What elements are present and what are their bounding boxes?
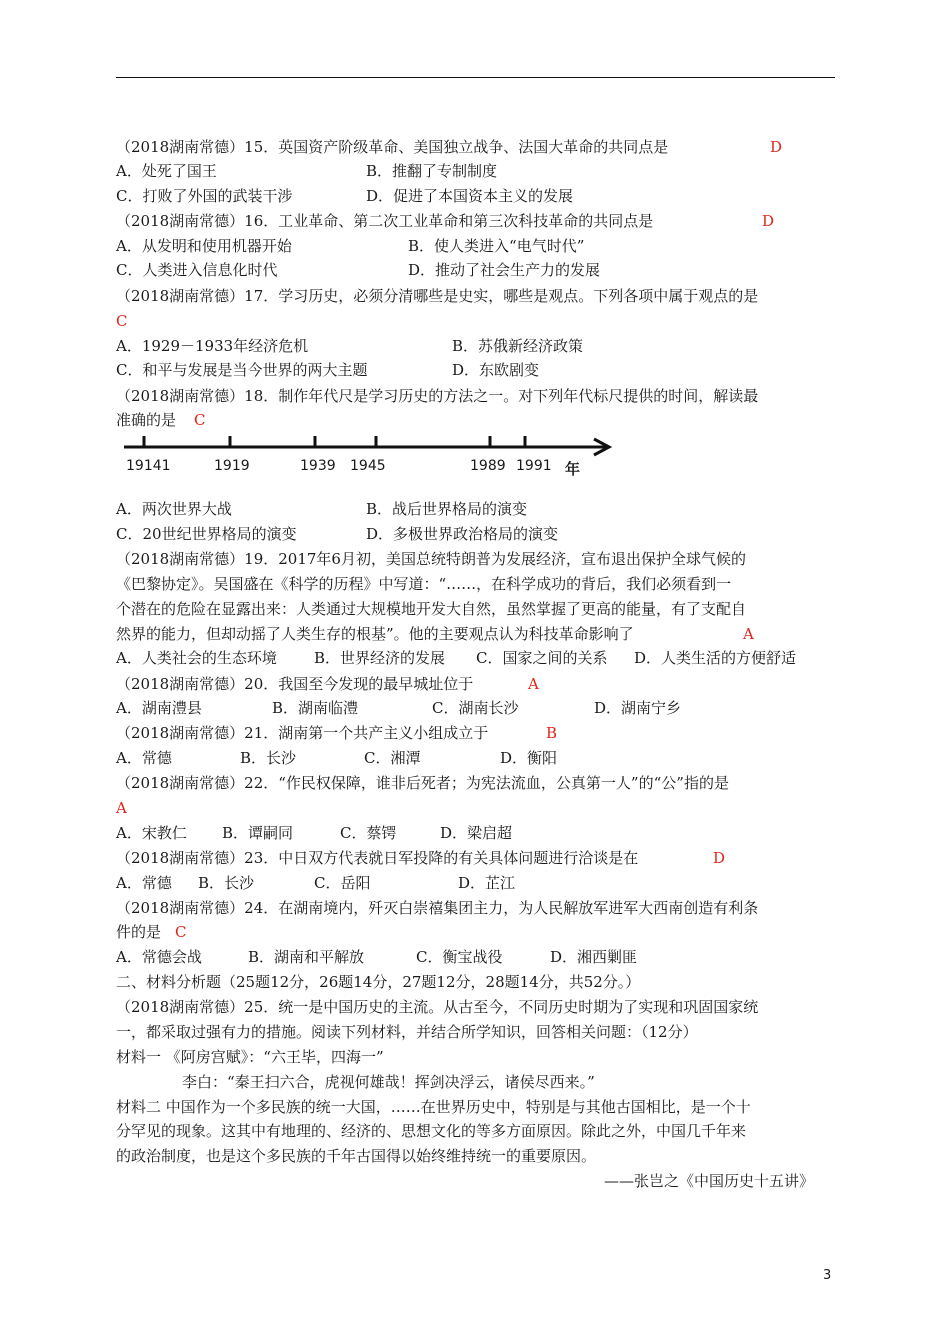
q23-option-b: B．长沙 xyxy=(198,874,255,892)
q22-option-d: D．梁启超 xyxy=(440,824,513,842)
timeline-label: 1939 xyxy=(300,458,336,474)
q20-option-c: C．湖南长沙 xyxy=(432,699,519,717)
q18-option-b: B．战后世界格局的演变 xyxy=(366,500,528,518)
q19-option-a: A．人类社会的生态环境 xyxy=(116,649,277,667)
q15-answer: D xyxy=(770,138,783,156)
q22-option-b: B．谭嗣同 xyxy=(222,824,294,842)
q21-option-d: D．衡阳 xyxy=(500,749,558,767)
q24-answer: C xyxy=(175,923,187,941)
q18-stem-line1: （2018湖南常德）18．制作年代尺是学习历史的方法之一。对下列年代标尺提供的时间，解读最 xyxy=(116,387,759,405)
q16-answer: D xyxy=(762,212,775,230)
q24-option-c: C．衡宝战役 xyxy=(416,948,503,966)
q20-stem: （2018湖南常德）20．我国至今发现的最早城址位于 xyxy=(116,675,474,693)
q24-option-a: A．常德会战 xyxy=(116,948,202,966)
q15-option-c: C．打败了外国的武装干涉 xyxy=(116,187,293,205)
q21-stem: （2018湖南常德）21．湖南第一个共产主义小组成立于 xyxy=(116,724,489,742)
q21-option-c: C．湘潭 xyxy=(364,749,421,767)
q22-stem: （2018湖南常德）22．“作民权保障，谁非后死者；为宪法流血，公真第一人”的“公”指的是 xyxy=(116,774,729,792)
q18-option-c: C．20世纪世界格局的演变 xyxy=(116,525,297,543)
section-2-heading: 二、材料分析题（25题12分，26题14分，27题12分，28题14分，共52分。） xyxy=(116,973,641,991)
q23-option-a: A．常德 xyxy=(116,874,172,892)
q16-option-a: A．从发明和使用机器开始 xyxy=(116,237,292,255)
q25-stem-line2: 一，都采取过强有力的措施。阅读下列材料，并结合所学知识，回答相关问题：（12分） xyxy=(116,1023,698,1041)
q18-option-d: D．多极世界政治格局的演变 xyxy=(366,525,559,543)
q23-answer: D xyxy=(713,849,726,867)
q22-option-a: A．宋教仁 xyxy=(116,824,187,842)
q17-option-b: B．苏俄新经济政策 xyxy=(452,337,584,355)
timeline-label: 1919 xyxy=(214,458,250,474)
q21-answer: B xyxy=(546,724,558,742)
q20-option-d: D．湖南宁乡 xyxy=(594,699,682,717)
q25-stem-line1: （2018湖南常德）25．统一是中国历史的主流。从古至今，不同历史时期为了实现和巩固国家统 xyxy=(116,998,759,1016)
q17-stem: （2018湖南常德）17．学习历史，必须分清哪些是史实，哪些是观点。下列各项中属于观点的是 xyxy=(116,287,759,305)
q23-option-c: C．岳阳 xyxy=(314,874,371,892)
q15-option-b: B．推翻了专制制度 xyxy=(366,162,498,180)
q17-option-c: C．和平与发展是当今世界的两大主题 xyxy=(116,361,368,379)
header-rule xyxy=(116,77,835,78)
q19-stem-line4: 然界的能力，但却动摇了人类生存的根基”。他的主要观点认为科技革命影响了 xyxy=(116,625,634,643)
q17-option-d: D．东欧剧变 xyxy=(452,361,540,379)
q15-stem: （2018湖南常德）15．英国资产阶级革命、美国独立战争、法国大革命的共同点是 xyxy=(116,138,669,156)
material-1-line2: 李白：“秦王扫六合，虎视何雄哉！挥剑决浮云，诸侯尽西来。” xyxy=(182,1073,595,1091)
q21-option-a: A．常德 xyxy=(116,749,172,767)
q24-option-d: D．湘西剿匪 xyxy=(550,948,638,966)
q20-answer: A xyxy=(528,675,539,693)
q16-option-b: B．使人类进入“电气时代” xyxy=(408,237,585,255)
q21-option-b: B．长沙 xyxy=(240,749,297,767)
material-2-line1: 材料二 中国作为一个多民族的统一大国，……在世界历史中，特别是与其他古国相比，是一个十 xyxy=(116,1098,751,1116)
q24-stem-line2: 件的是 C xyxy=(116,923,187,941)
q23-stem: （2018湖南常德）23．中日双方代表就日军投降的有关具体问题进行洽谈是在 xyxy=(116,849,639,867)
q19-option-b: B．世界经济的发展 xyxy=(314,649,446,667)
q19-option-c: C．国家之间的关系 xyxy=(476,649,608,667)
material-2-line2: 分罕见的现象。这其中有地理的、经济的、思想文化的等多方面原因。除此之外，中国几千年来 xyxy=(116,1122,747,1140)
q18-stem-line2: 准确的是 C xyxy=(116,411,206,429)
q16-stem: （2018湖南常德）16．工业革命、第二次工业革命和第三次科技革命的共同点是 xyxy=(116,212,654,230)
q24-option-b: B．湖南和平解放 xyxy=(248,948,365,966)
q19-option-d: D．人类生活的方便舒适 xyxy=(634,649,797,667)
q19-stem-line1: （2018湖南常德）19．2017年6月初，美国总统特朗普为发展经济，宣布退出保护全球气候的 xyxy=(116,550,746,568)
q19-stem-line3: 个潜在的危险在显露出来：人类通过大规模地开发大自然，虽然掌握了更高的能量，有了支配自 xyxy=(116,600,747,618)
q22-option-c: C．蔡锷 xyxy=(340,824,397,842)
timeline-unit: 年 xyxy=(565,460,581,478)
q19-answer: A xyxy=(743,625,754,643)
q24-stem-line1: （2018湖南常德）24．在湖南境内，歼灭白崇禧集团主力，为人民解放军进军大西南创造有利条 xyxy=(116,899,759,917)
q16-option-d: D．推动了社会生产力的发展 xyxy=(408,261,601,279)
q20-option-b: B．湖南临澧 xyxy=(272,699,359,717)
q23-option-d: D．芷江 xyxy=(458,874,516,892)
timeline-label: 19141 xyxy=(126,458,171,474)
q15-option-a: A．处死了国王 xyxy=(116,162,217,180)
material-2-line3: 的政治制度，也是这个多民族的千年古国得以始终维持统一的重要原因。 xyxy=(116,1147,597,1165)
material-1-line1: 材料一 《阿房宫赋》：“六王毕，四海一” xyxy=(116,1048,384,1066)
q17-option-a: A．1929－1933年经济危机 xyxy=(116,337,309,355)
timeline-axis xyxy=(116,428,636,458)
timeline-label: 1989 xyxy=(470,458,506,474)
q22-answer: A xyxy=(116,799,127,817)
q15-option-d: D．促进了本国资本主义的发展 xyxy=(366,187,574,205)
q18-option-a: A．两次世界大战 xyxy=(116,500,232,518)
material-2-source: ——张岂之《中国历史十五讲》 xyxy=(603,1172,814,1190)
q16-option-c: C．人类进入信息化时代 xyxy=(116,261,278,279)
timeline-ruler xyxy=(116,428,636,486)
q19-stem-line2: 《巴黎协定》。吴国盛在《科学的历程》中写道：“……，在科学成功的背后，我们必须看到一 xyxy=(116,575,732,593)
page-number: 3 xyxy=(823,1268,832,1283)
timeline-label: 1991 xyxy=(516,458,552,474)
q17-answer: C xyxy=(116,312,128,330)
timeline-label: 1945 xyxy=(350,458,386,474)
q18-answer: C xyxy=(194,411,206,429)
q20-option-a: A．湖南澧县 xyxy=(116,699,202,717)
